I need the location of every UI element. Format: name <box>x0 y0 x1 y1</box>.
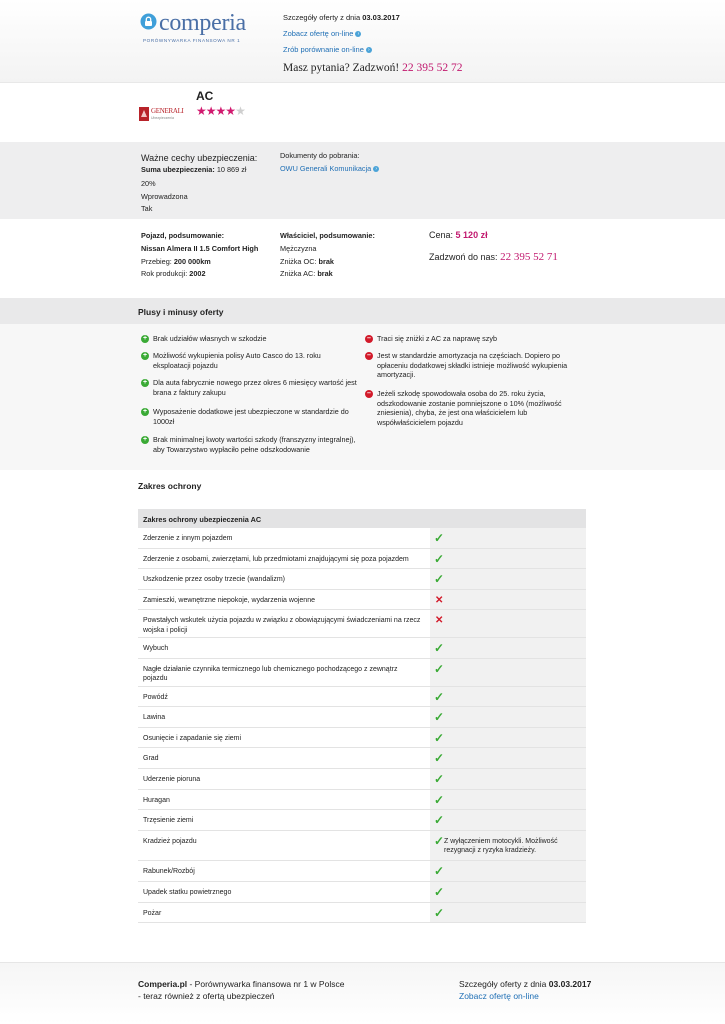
coverage-row-label: Huragan <box>143 796 170 804</box>
pro-item: Dla auta fabrycznie nowego przez okres 6 miesięcy wartość jest brana z faktury zakupu <box>153 378 357 397</box>
coverage-status-cell <box>430 861 586 881</box>
check-icon: ✓ <box>434 730 445 745</box>
cross-icon: ✕ <box>435 594 444 606</box>
coverage-status-cell <box>430 728 586 748</box>
check-icon: ✓ <box>434 689 445 704</box>
coverage-row-label: Pożar <box>143 909 162 917</box>
star-filled-icon: ★ <box>196 104 206 118</box>
coverage-status-cell <box>430 687 586 707</box>
coverage-row-label: Zamieszki, wewnętrzne niepokoje, wydarzenia wojenne <box>143 596 315 604</box>
coverage-status-cell <box>430 569 586 589</box>
footer-date-prefix: Szczegóły oferty z dnia <box>459 979 547 989</box>
star-filled-icon: ★ <box>225 104 236 118</box>
pro-item: Brak udziałów własnych w szkodzie <box>153 334 267 343</box>
minus-circle-icon: – <box>365 352 373 360</box>
plus-circle-icon: + <box>142 352 148 359</box>
coverage-row <box>138 810 586 831</box>
star-filled-icon: ★ <box>215 104 226 118</box>
plus-circle-icon: + <box>142 379 148 386</box>
generali-subtitle: Ubezpieczenia <box>151 116 174 120</box>
coverage-row <box>138 831 586 862</box>
ac-discount-label: Zniżka AC: <box>280 269 316 278</box>
vehicle-mileage <box>141 258 211 267</box>
feature-line: Wprowadzona <box>141 192 188 201</box>
coverage-row-label: Zderzenie z osobami, zwierzętami, lub przedmiotami znajdującymi się poza pojazdem <box>143 555 409 563</box>
coverage-status-cell <box>430 707 586 727</box>
year-label: Rok produkcji: <box>141 269 188 278</box>
coverage-row <box>138 590 586 611</box>
year-value: 2002 <box>189 269 206 278</box>
logo-lock-icon <box>140 13 157 30</box>
ac-discount-value: brak <box>317 269 333 278</box>
coverage-row-label: Kradzież pojazdu <box>143 837 197 845</box>
minus-circle-icon: – <box>365 335 373 343</box>
check-icon: ✓ <box>434 884 445 899</box>
owner-ac-discount <box>280 270 333 279</box>
offer-date-line <box>283 13 400 22</box>
pro-item: Brak minimalnej kwoty wartości szkody (franszyzny integralnej), aby Towarzystwo wypłaciło pełne odszkodowanie <box>153 435 356 454</box>
check-icon: ✓ <box>434 661 445 676</box>
coverage-row <box>138 748 586 769</box>
cross-icon: ✕ <box>435 615 444 627</box>
coverage-status-cell <box>430 590 586 610</box>
star-filled-icon: ★ <box>205 104 216 118</box>
call-line <box>283 62 462 74</box>
price-label: Cena: <box>429 230 454 240</box>
coverage-row <box>138 769 586 790</box>
coverage-row <box>138 707 586 728</box>
call-prefix: Masz pytania? Zadzwoń! <box>283 62 400 74</box>
check-icon: ✓ <box>434 813 445 828</box>
coverage-row <box>138 638 586 659</box>
coverage-row <box>138 610 586 638</box>
coverage-title: Zakres ochrony <box>138 481 202 491</box>
star-empty-icon: ★ <box>235 104 245 118</box>
coverage-status-cell <box>430 903 586 923</box>
documents-title: Dokumenty do pobrania: <box>280 151 360 160</box>
con-item: Traci się zniżki z AC za naprawę szyb <box>377 334 497 343</box>
sum-insured <box>141 166 246 175</box>
coverage-row-label: Zderzenie z innym pojazdem <box>143 535 233 542</box>
check-icon: ✓ <box>434 864 445 879</box>
rating-stars <box>196 104 245 118</box>
coverage-row-label: Trzęsienie ziemi <box>143 817 194 825</box>
coverage-row <box>138 903 586 924</box>
coverage-row-label: Grad <box>143 755 159 763</box>
coverage-row-label: Rabunek/Rozbój <box>143 868 195 876</box>
coverage-status-cell <box>430 638 586 658</box>
pros-cons-title: Plusy i minusy oferty <box>138 307 224 317</box>
info-circle-icon: › <box>366 47 372 53</box>
coverage-row-label: Upadek statku powietrznego <box>143 888 232 896</box>
footer-brand[interactable]: Comperia.pl <box>138 979 188 989</box>
features-band <box>0 142 725 219</box>
features-title: Ważne cechy ubezpieczenia: <box>141 153 258 163</box>
coverage-row-label: Powstałych wskutek użycia pojazdu w związku z obowiązującymi świadczeniami na rzecz wojska i policji <box>143 617 421 634</box>
coverage-row <box>138 687 586 708</box>
coverage-row <box>138 861 586 882</box>
compare-link[interactable] <box>283 45 372 54</box>
check-icon: ✓ <box>434 833 445 848</box>
owner-title: Właściciel, podsumowanie: <box>280 231 375 240</box>
call-number[interactable]: 22 395 52 72 <box>402 62 463 74</box>
footer-band <box>0 962 725 1024</box>
sum-insured-label: Suma ubezpieczenia: <box>141 165 215 174</box>
offer-date: 03.03.2017 <box>362 13 400 22</box>
coverage-row <box>138 549 586 570</box>
coverage-row <box>138 528 586 549</box>
coverage-row-label: Nagłe działanie czynnika termicznego lub chemicznego pochodzącego z zewnątrz pojazdu <box>143 665 398 683</box>
footer-line2: - teraz również z ofertą ubezpieczeń <box>138 991 275 1001</box>
compare-link-label[interactable]: Zrób porównanie on-line <box>283 45 364 54</box>
coverage-row-label: Wybuch <box>143 645 169 653</box>
generali-wordmark: GENERALI <box>151 107 184 115</box>
coverage-status-cell <box>430 659 586 686</box>
generali-logo <box>139 106 187 122</box>
price-value: 5 120 zł <box>455 230 488 240</box>
coverage-status-cell <box>430 882 586 902</box>
coverage-row <box>138 659 586 687</box>
coverage-row-label: Lawina <box>143 714 166 722</box>
coverage-status-cell <box>430 790 586 810</box>
feature-line: 20% <box>141 179 156 188</box>
minus-circle-icon: – <box>365 390 373 398</box>
product-name: AC <box>196 89 214 103</box>
pros-cons-band <box>0 324 725 470</box>
check-icon: ✓ <box>434 905 445 920</box>
sum-insured-value: 10 869 zł <box>216 165 247 174</box>
con-item: Jeżeli szkodę spowodowała osoba do 25. roku życia, odszkodowanie zostanie pomniejszone o 10% (możliwość zniesienia), chyba, że jest ona właścicielem lub współwłaścicielem pojazdu <box>377 389 562 428</box>
coverage-row <box>138 569 586 590</box>
footer-see-offer-link-label[interactable]: Zobacz ofertę on-line <box>459 991 539 1001</box>
check-icon: ✓ <box>434 710 445 725</box>
mileage-label: Przebieg: <box>141 257 172 266</box>
plus-circle-icon: + <box>142 335 148 342</box>
lion-emblem-icon <box>139 107 149 121</box>
coverage-row <box>138 882 586 903</box>
footer-tagline: - Porównywarka finansowa nr 1 w Polsce <box>187 979 345 989</box>
coverage-status-cell <box>430 610 586 637</box>
plus-circle-icon: + <box>142 436 148 443</box>
check-icon: ✓ <box>434 771 445 786</box>
coverage-status-cell <box>430 528 586 548</box>
feature-line: Tak <box>141 204 153 213</box>
logo-tagline: PORÓWNYWARKA FINANSOWA NR 1 <box>143 38 241 43</box>
footer-date: 03.03.2017 <box>548 979 592 989</box>
price-line <box>429 230 488 240</box>
price-call-line <box>429 251 558 263</box>
footer-brand-line <box>138 979 344 990</box>
check-icon: ✓ <box>434 551 445 566</box>
coverage-row-label: Powódź <box>143 693 168 701</box>
coverage-table-body <box>138 528 586 923</box>
info-circle-icon: › <box>373 166 379 172</box>
coverage-row <box>138 728 586 749</box>
owner-gender: Mężczyzna <box>280 244 317 253</box>
see-offer-link[interactable] <box>283 29 361 38</box>
coverage-row-label: Uderzenie pioruna <box>143 775 201 783</box>
price-call-label: Zadzwoń do nas: <box>429 252 498 262</box>
comperia-logo[interactable] <box>140 10 260 46</box>
coverage-note: Z wyłączeniem motocykli. Możliwość rezygnacji z ryzyka kradzieży. <box>444 837 558 855</box>
see-offer-link-label[interactable]: Zobacz ofertę on-line <box>283 29 354 38</box>
pro-item: Wyposażenie dodatkowe jest ubezpieczone w standardzie do 1000zł <box>153 407 349 426</box>
info-circle-icon: › <box>355 31 361 37</box>
coverage-row <box>138 790 586 811</box>
mileage-value: 200 000km <box>173 257 211 266</box>
coverage-row-label: Osunięcie i zapadanie się ziemi <box>143 734 242 742</box>
pro-item: Możliwość wykupienia polisy Auto Casco do 13. roku eksploatacji pojazdu <box>153 351 321 370</box>
footer-see-offer-link[interactable] <box>459 991 539 1002</box>
check-icon: ✓ <box>434 531 445 545</box>
coverage-row-label: Uszkodzenie przez osoby trzecie (wandalizm) <box>143 576 285 584</box>
vehicle-title: Pojazd, podsumowanie: <box>141 231 225 240</box>
coverage-table-header: Zakres ochrony ubezpieczenia AC <box>138 509 586 528</box>
logo-wordmark: comperia <box>159 10 246 36</box>
con-item: Jest w standardzie amortyzacja na częściach. Dopiero po opłaceniu dodatkowej składki istnieje możliwość wykupienia amortyzacji. <box>377 351 568 380</box>
owu-document-link-label[interactable]: OWU Generali Komunikacja <box>280 164 372 173</box>
oc-discount-label: Zniżka OC: <box>280 257 317 266</box>
check-icon: ✓ <box>434 792 445 807</box>
owu-document-link[interactable] <box>280 164 379 173</box>
coverage-status-cell <box>430 831 586 861</box>
coverage-status-cell <box>430 810 586 830</box>
vehicle-year <box>141 270 206 279</box>
coverage-table <box>138 509 586 923</box>
footer-date-line <box>459 979 591 990</box>
oc-discount-value: brak <box>318 257 334 266</box>
price-call-number[interactable]: 22 395 52 71 <box>500 251 558 263</box>
coverage-status-cell <box>430 748 586 768</box>
coverage-status-cell <box>430 769 586 789</box>
coverage-status-cell <box>430 549 586 569</box>
vehicle-model: Nissan Almera II 1.5 Comfort High <box>141 244 259 253</box>
pros-cons-header-band <box>0 298 725 324</box>
check-icon: ✓ <box>434 641 445 656</box>
offer-date-prefix: Szczegóły oferty z dnia <box>283 13 361 22</box>
plus-circle-icon: + <box>142 408 148 415</box>
owner-oc-discount <box>280 258 334 267</box>
check-icon: ✓ <box>434 572 445 587</box>
check-icon: ✓ <box>434 751 445 766</box>
